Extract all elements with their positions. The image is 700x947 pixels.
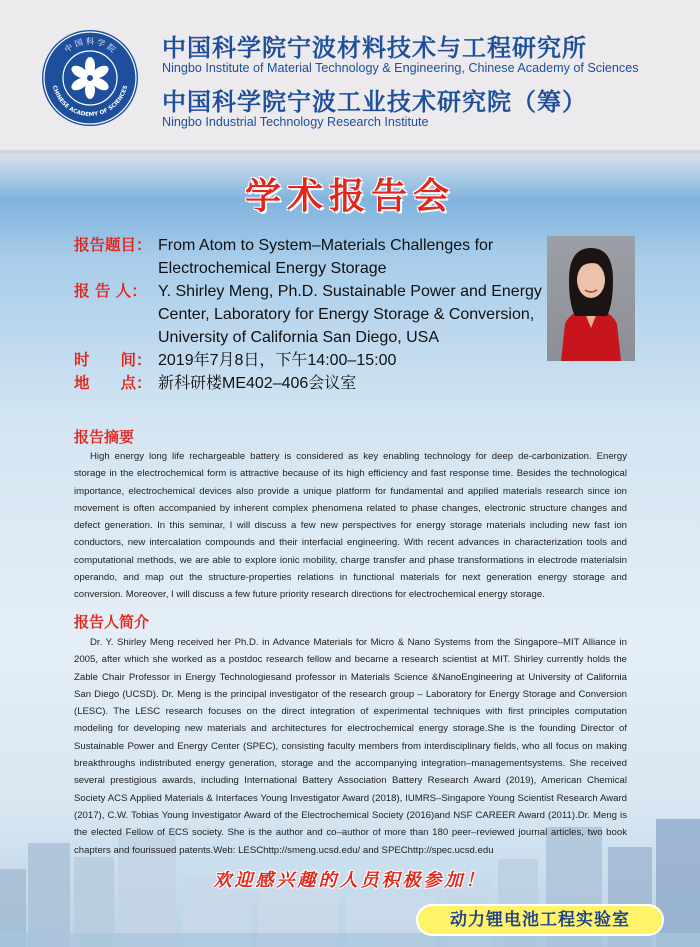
abstract-text: High energy long life rechargeable battery is considered as key enabling technology for deep de-carbonization. Energy storage in the electrochemical form is attractive because of its high efficiency and fast response time. Besides the technological importance, electrochemical devices also provide a unique platform for fundamental and applied materials research since ion movement is often accompanied by inherent complex phenomena related to phase changes, electronic structure changes and defect generation. In this seminar, I will discuss a few new perspectives for energy storage materials including new fast ion conductors, new intercalation compounds and their interfacial engineering. With recent advances in characterization tools and computational methods, we are able to explore ionic mobility, charge transfer and phase transformations in electrode materialsin operando, and map out the structure-properties relations in functional materials for next generation energy storage and conversion. Moreover, I will discuss a few future priority research directions for electrochemical energy storage. [74, 451, 627, 601]
topic-row [74, 234, 544, 280]
time-value: 2019年7月8日，下午14:00–15:00 [158, 352, 397, 369]
location-value: 新科研楼ME402–406会议室 [158, 375, 357, 392]
research-institute-name-en: Ningbo Industrial Technology Research Institute [162, 115, 429, 129]
lab-name-banner: 动力锂电池工程实验室 [418, 906, 662, 934]
speaker-value: Y. Shirley Meng, Ph.D. Sustainable Power and Energy Center, Laboratory for Energy Storage & Conversion, University of California San Diego, USA [158, 283, 542, 346]
institute-name-cn: 中国科学院宁波材料技术与工程研究所 [162, 33, 587, 62]
topic-label: 报告题目： [74, 236, 152, 254]
location-row [74, 372, 544, 395]
institute-name-en: Ningbo Institute of Material Technology & Engineering, Chinese Academy of Sciences [162, 61, 639, 75]
bio-text: Dr. Y. Shirley Meng received her Ph.D. in Advance Materials for Micro & Nano Systems from the Singapore–MIT Alliance in 2005, after which she worked as a postdoc research fellow and became a research scientist at MIT. Shirley currently holds the Zable Chair Professor in Energy Technologiesand professor in Materials Science &NanoEngineering at University of California San Diego (UCSD). Dr. Meng is the principal investigator of the research group – Laboratory for Energy Storage and Conversion (LESC). The LESC research focuses on the direct integration of experimental techniques with first principles computation modeling for developing new materials and architectures for electrochemical energy storage.She is the founding Director of Sustainable Power and Energy Center (SPEC), consisting faculty members from interdisciplinary fields, who all focus on making breakthroughs indistributed energy generation, storage and the accompanying integration–managementsystems. She received several prestigious awards, including International Battery Association Battery Research Award (2019), American Chemical Society ACS Applied Materials & Interfaces Young Investigator Award (2018), IUMRS–Singapore Young Scientist Research Award (2017), C.W. Tobias Young Investigator Award of the Electrochemical Society (2016)and NSF CAREER Award (2011).Dr. Meng is the elected Fellow of ECS society. She is the author and co–author of more than 180 peer–reviewed journal articles, two book chapters and fourissued patents.Web: LESChttp://smeng.ucsd.edu/ and SPEChttp://spec.ucsd.edu [74, 637, 627, 856]
time-row [74, 349, 544, 372]
welcome-message: 欢迎感兴趣的人员积极参加！ [213, 870, 487, 891]
cas-logo [40, 28, 140, 128]
header-band [0, 0, 700, 154]
page-title: 学术报告会 [244, 175, 455, 217]
time-label: 时 间： [74, 351, 152, 369]
speaker-photo [547, 236, 635, 361]
speaker-portrait-image [547, 236, 635, 361]
research-institute-name-cn: 中国科学院宁波工业技术研究院（筹） [162, 87, 587, 116]
topic-value: From Atom to System–Materials Challenges for Electrochemical Energy Storage [158, 237, 494, 277]
abstract-heading: 报告摘要 [74, 428, 135, 446]
event-info [74, 234, 544, 395]
bio-heading: 报告人简介 [74, 613, 150, 631]
location-label: 地 点： [74, 374, 152, 392]
speaker-label: 报 告 人： [74, 282, 147, 300]
logo-top-text: 中 国 科 学 院 [62, 37, 118, 55]
speaker-row [74, 280, 544, 349]
logo-bottom-text: CHINESE ACADEMY OF SCIENCES [50, 84, 130, 119]
